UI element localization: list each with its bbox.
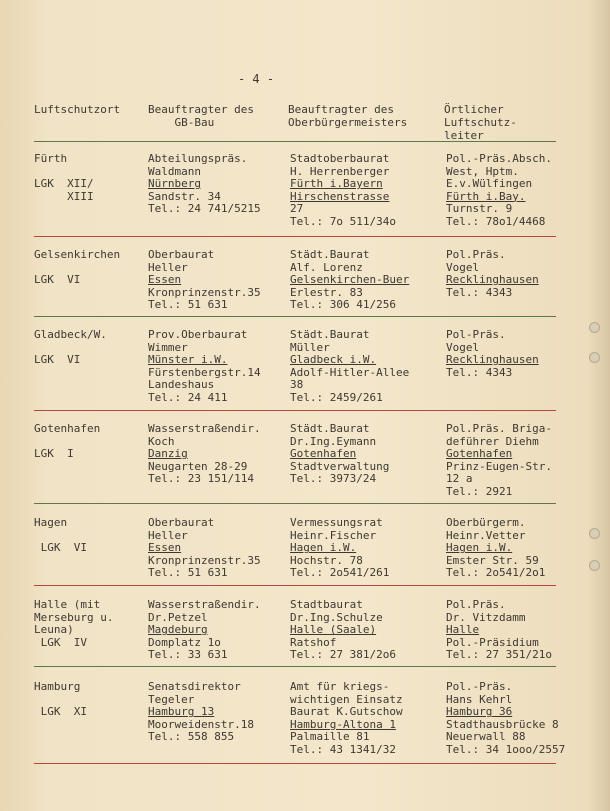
cell-line: Tel.: 33 631	[148, 648, 228, 662]
cell-line: Pol.Präs.	[446, 598, 506, 611]
cell-line: Amt für kriegs-	[290, 680, 390, 693]
cell-line: Koch	[148, 434, 175, 448]
cell-line: 27	[290, 202, 304, 216]
header-beauftragter-gb-bau: Beauftragter des GB-Bau	[148, 103, 254, 129]
cell-line: Vogel	[446, 260, 480, 274]
cell-line: Prov.Oberbaurat	[148, 328, 248, 341]
cell-line: Pol.Präs.	[446, 248, 506, 261]
header-luftschutzort: Luftschutzort	[34, 103, 121, 116]
cell-line: Neugarten 28-29	[148, 459, 248, 473]
cell-line: Fürth i.Bay.	[446, 189, 526, 203]
cell-line: Tel.: 78o1/4468	[446, 214, 546, 228]
cell-line: Essen	[148, 273, 182, 287]
cell-line: Tel.: 558 855	[148, 730, 235, 744]
cell-ob	[290, 153, 396, 229]
cell-luftschutzort: Gladbeck/W. LGK VI	[34, 328, 107, 367]
cell-luftschutzort: Fürth LGK XII/ XIII	[34, 152, 94, 203]
separator-line	[34, 763, 556, 764]
cell-line: Baurat K.Gutschow	[290, 705, 403, 719]
cell-ob	[290, 517, 389, 580]
cell-line: Tel.: 24 741/5215	[148, 202, 261, 216]
cell-line: Dr.Ing.Schulze	[290, 610, 383, 624]
cell-line: Hans Kehrl	[446, 692, 513, 706]
cell-line: Tel.: 34 1ooo/2557	[446, 742, 566, 756]
cell-line: Wimmer	[148, 340, 188, 354]
header-beauftragter-oberbuergermeister: Beauftragter des Oberbürgermeisters	[288, 103, 408, 129]
cell-ob	[290, 423, 389, 486]
cell-line: Tel.: 27 381/2o6	[290, 648, 396, 662]
cell-line: Tel.: 4343	[446, 285, 513, 299]
cell-line: Stadtoberbaurat	[290, 152, 390, 165]
separator-line	[34, 585, 556, 586]
cell-ortlich	[446, 249, 539, 299]
cell-line: Senatsdirektor	[148, 680, 241, 693]
cell-gb	[148, 329, 261, 405]
cell-line: Halle (Saale)	[290, 623, 377, 637]
cell-line: Heller	[148, 260, 188, 274]
cell-line: Erlestr. 83	[290, 285, 363, 299]
cell-gb	[148, 517, 261, 580]
cell-line: Gotenhafen	[446, 447, 513, 461]
cell-line: Recklinghausen	[446, 273, 539, 287]
cell-line: Tegeler	[148, 692, 195, 706]
cell-line: Städt.Baurat	[290, 328, 370, 341]
cell-line: Hamburg 36	[446, 705, 513, 719]
cell-line: Ratshof	[290, 635, 337, 649]
cell-line: Müller	[290, 340, 330, 354]
cell-line: 12 a	[446, 472, 473, 486]
cell-gb	[148, 249, 261, 312]
cell-line: Tel.: 24 411	[148, 390, 228, 404]
cell-line: Hirschenstrasse	[290, 189, 390, 203]
cell-line: Gelsenkirchen-Buer	[290, 273, 410, 287]
cell-line: Palmaille 81	[290, 730, 370, 744]
cell-line: Kronprinzenstr.35	[148, 285, 261, 299]
cell-line: Hagen i.W.	[446, 541, 513, 555]
separator-line	[34, 141, 556, 142]
cell-line: Moorweidenstr.18	[148, 717, 254, 731]
cell-gb	[148, 153, 261, 216]
cell-line: Pol.-Präsidium	[446, 635, 539, 649]
binding-hole	[589, 352, 600, 363]
cell-line: Nürnberg	[148, 177, 201, 191]
cell-line: Tel.: 2921	[446, 484, 513, 498]
cell-line: Vermessungsrat	[290, 516, 383, 529]
cell-luftschutzort: Gotenhafen LGK I	[34, 422, 101, 461]
cell-line: Stadthausbrücke 8	[446, 717, 559, 731]
cell-line: Magdeburg	[148, 623, 208, 637]
separator-line	[34, 236, 556, 237]
cell-line: Pol.-Präs.	[446, 680, 513, 693]
cell-line: Alf. Lorenz	[290, 260, 363, 274]
page-edge-shadow	[588, 0, 610, 811]
cell-line: Tel.: 43 1341/32	[290, 742, 396, 756]
cell-line: wichtigen Einsatz	[290, 692, 403, 706]
cell-line: Tel.: 23 151/114	[148, 472, 254, 486]
cell-line: deführer Diehm	[446, 434, 539, 448]
separator-line	[34, 410, 556, 411]
cell-ortlich	[446, 517, 545, 580]
cell-line: H. Herrenberger	[290, 164, 390, 178]
cell-line: Recklinghausen	[446, 353, 539, 367]
cell-ortlich	[446, 329, 539, 379]
cell-line: Tel.: 27 351/21o	[446, 648, 552, 662]
cell-line: Tel.: 7o 511/34o	[290, 214, 396, 228]
cell-luftschutzort: Gelsenkirchen LGK VI	[34, 248, 121, 287]
cell-line: Pol.Präs. Briga-	[446, 422, 552, 435]
cell-line: Tel.: 306 41/256	[290, 298, 396, 312]
cell-line: Wasserstraßendir.	[148, 422, 261, 435]
cell-ob	[290, 249, 409, 312]
binding-hole	[589, 322, 600, 333]
separator-line	[34, 316, 556, 317]
cell-line: Dr.Petzel	[148, 610, 208, 624]
cell-line: Städt.Baurat	[290, 248, 370, 261]
cell-luftschutzort: Halle (mit Merseburg u. Leuna) LGK IV	[34, 598, 114, 649]
cell-line: Pol-Präs.	[446, 328, 506, 341]
cell-line: Gladbeck i.W.	[290, 353, 377, 367]
cell-line: Oberbaurat	[148, 248, 215, 261]
cell-line: Tel.: 2459/261	[290, 390, 383, 404]
separator-line	[34, 503, 556, 504]
cell-luftschutzort: Hagen LGK VI	[34, 516, 87, 555]
header-oertlicher-luftschutzleiter: Örtlicher Luftschutz- leiter	[444, 103, 517, 142]
cell-line: Tel.: 3973/24	[290, 472, 377, 486]
cell-line: Dr.Ing.Eymann	[290, 434, 377, 448]
cell-ob	[290, 599, 396, 662]
cell-line: Hochstr. 78	[290, 553, 363, 567]
cell-line: Oberbürgerm.	[446, 516, 526, 529]
cell-ob	[290, 329, 409, 405]
cell-gb	[148, 423, 261, 486]
cell-line: Essen	[148, 541, 182, 555]
cell-ob	[290, 681, 403, 757]
cell-line: Adolf-Hitler-Allee	[290, 365, 410, 379]
cell-line: Fürth i.Bayern	[290, 177, 383, 191]
cell-line: Heinr.Fischer	[290, 528, 377, 542]
cell-gb	[148, 599, 261, 662]
cell-line: Dr. Vitzdamm	[446, 610, 526, 624]
cell-line: Domplatz 1o	[148, 635, 221, 649]
cell-line: Prinz-Eugen-Str.	[446, 459, 552, 473]
cell-line: West, Hptm.	[446, 164, 519, 178]
cell-line: Münster i.W.	[148, 353, 228, 367]
binding-hole	[589, 560, 600, 571]
cell-line: Kronprinzenstr.35	[148, 553, 261, 567]
cell-line: Landeshaus	[148, 378, 215, 392]
page-number: - 4 -	[237, 72, 275, 86]
cell-luftschutzort: Hamburg LGK XI	[34, 680, 87, 719]
separator-line	[34, 666, 556, 667]
cell-line: Gotenhafen	[290, 447, 357, 461]
cell-line: Turnstr. 9	[446, 202, 513, 216]
cell-ortlich	[446, 153, 552, 229]
cell-ortlich	[446, 681, 565, 757]
cell-line: Hamburg-Altona 1	[290, 717, 396, 731]
cell-line: Städt.Baurat	[290, 422, 370, 435]
cell-line: Tel.: 2o541/261	[290, 566, 390, 580]
cell-line: Heinr.Vetter	[446, 528, 526, 542]
cell-line: Neuerwall 88	[446, 730, 526, 744]
cell-line: Wasserstraßendir.	[148, 598, 261, 611]
cell-line: Tel.: 51 631	[148, 566, 228, 580]
cell-line: Hagen i.W.	[290, 541, 357, 555]
cell-line: 38	[290, 378, 304, 392]
cell-line: Abteilungspräs.	[148, 152, 248, 165]
cell-line: Vogel	[446, 340, 480, 354]
cell-line: Tel.: 4343	[446, 365, 513, 379]
cell-line: Tel.: 2o541/2o1	[446, 566, 546, 580]
cell-line: Heller	[148, 528, 188, 542]
cell-ortlich	[446, 599, 552, 662]
cell-line: Tel.: 51 631	[148, 298, 228, 312]
cell-line: Pol.-Präs.Absch.	[446, 152, 552, 165]
cell-line: Stadtbaurat	[290, 598, 363, 611]
cell-line: Fürstenbergstr.14	[148, 365, 261, 379]
cell-line: E.v.Wülfingen	[446, 177, 533, 191]
cell-line: Emster Str. 59	[446, 553, 539, 567]
cell-line: Danzig	[148, 447, 188, 461]
cell-line: Sandstr. 34	[148, 189, 221, 203]
cell-gb	[148, 681, 254, 744]
cell-line: Waldmann	[148, 164, 201, 178]
cell-ortlich	[446, 423, 552, 499]
binding-hole	[589, 528, 600, 539]
cell-line: Oberbaurat	[148, 516, 215, 529]
cell-line: Halle	[446, 623, 480, 637]
cell-line: Stadtverwaltung	[290, 459, 390, 473]
cell-line: Hamburg 13	[148, 705, 215, 719]
